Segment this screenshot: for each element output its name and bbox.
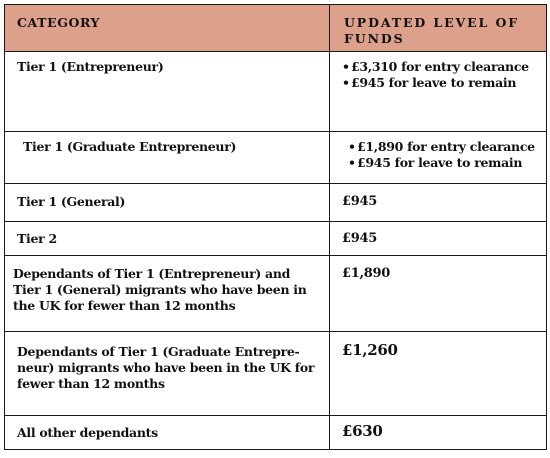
table-row [5,222,547,256]
funds-cell: £630 [330,416,547,450]
funds-list [342,59,540,91]
funds-list-item: • £945 for leave to remain [348,155,540,171]
category-cell: Tier 1 (General) [5,184,330,222]
category-cell: Dependants of Tier 1 (Entrepreneur) and Tier 1 (General) migrants who have been in the UK for fewer than 12 months [5,256,330,332]
funds-cell: £945 [330,184,547,222]
table-row [5,184,547,222]
category-cell: Dependants of Tier 1 (Graduate Entrepre-neur) migrants who have been in the UK for fewer than 12 months [5,332,330,416]
category-cell: All other dependants [5,416,330,450]
funds-table [4,4,547,450]
funds-cell: £1,890 [330,256,547,332]
funds-list-item: • £3,310 for entry clearance [342,59,540,75]
category-cell: Tier 2 [5,222,330,256]
funds-list-item: • £1,890 for entry clearance [348,139,540,155]
funds-list-item: • £945 for leave to remain [342,75,540,91]
funds-cell: £945 [330,222,547,256]
table-row [5,416,547,450]
table-row [5,332,547,416]
category-header: CATEGORY [5,5,330,52]
funds-cell: £1,260 [330,332,547,416]
table-row [5,52,547,132]
header-row [5,5,547,52]
table-row [5,256,547,332]
funds-cell [330,132,547,184]
funds-list [348,139,540,171]
category-cell: Tier 1 (Graduate Entrepreneur) [5,132,330,184]
funds-cell [330,52,547,132]
funds-header: UPDATED LEVEL OF FUNDS [330,5,547,52]
category-cell: Tier 1 (Entrepreneur) [5,52,330,132]
table-row [5,132,547,184]
